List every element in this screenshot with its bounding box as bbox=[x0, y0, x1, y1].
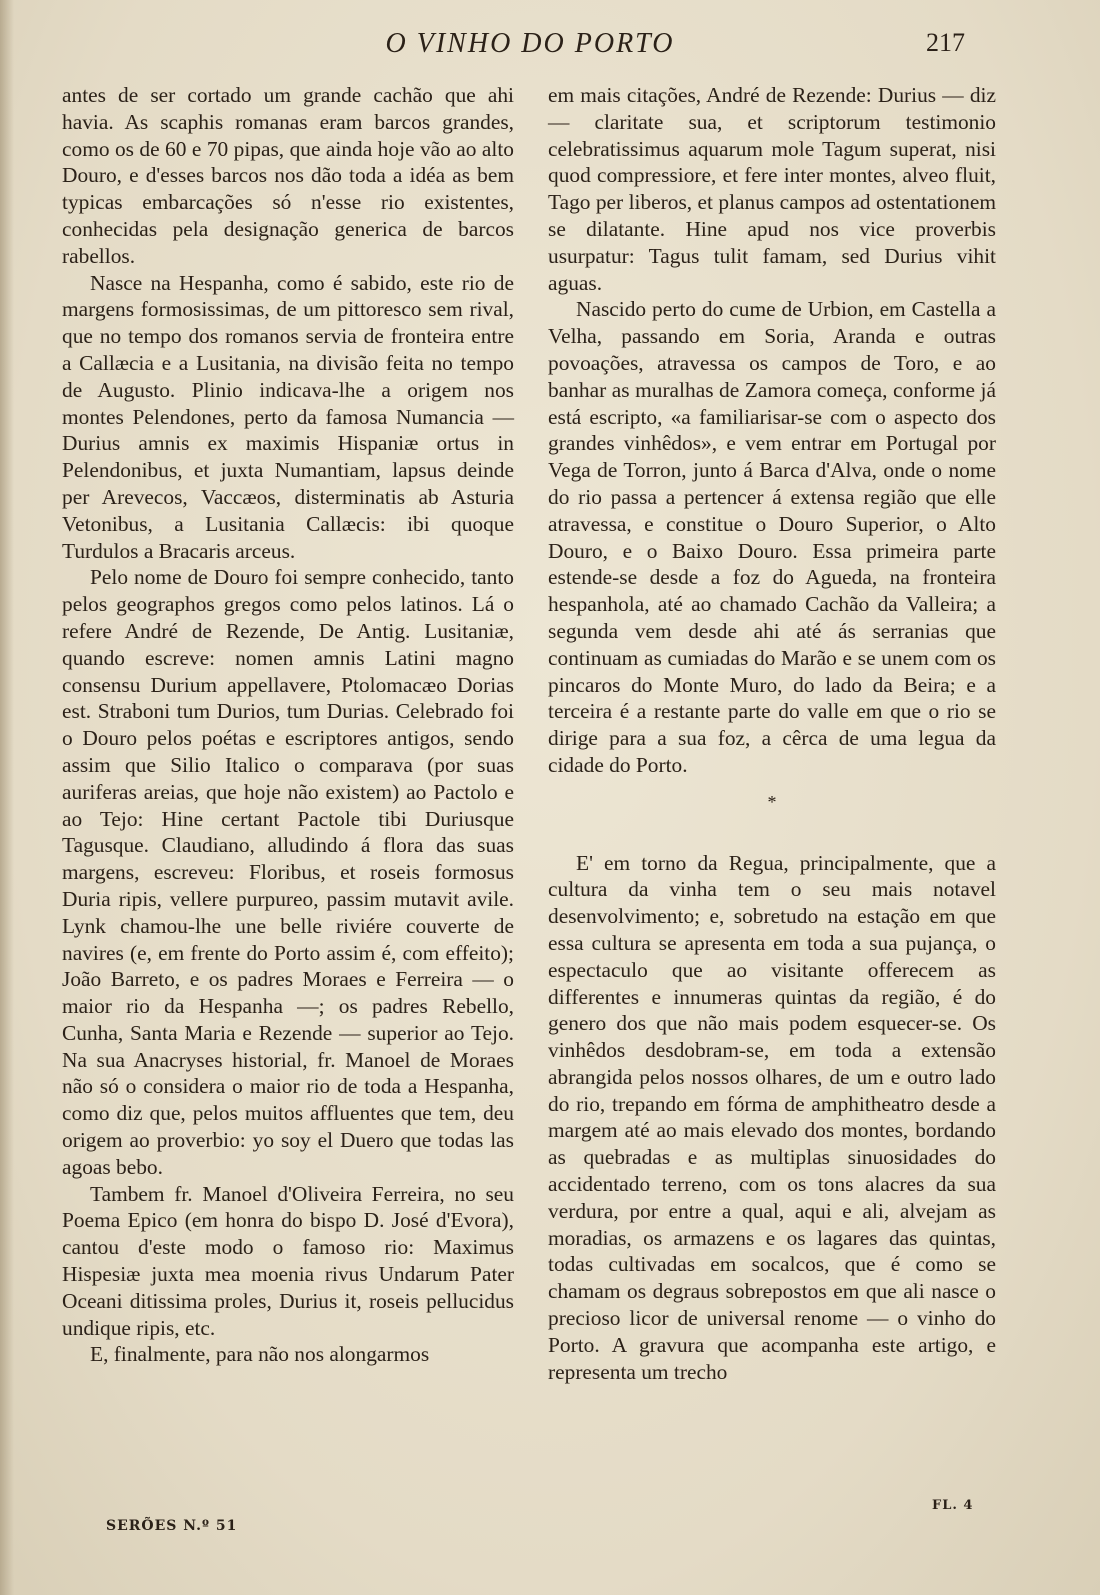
left-paragraph-2: Nasce na Hespanha, como é sabido, este rio de margens formosissimas, de um pittoresco sem rival, que no tempo dos romanos servia de fronteira entre a Callæcia e a Lusitania, na divisão feita no tempo de Augusto. Plinio indicava-lhe a origem nos montes Pelendones, perto da famosa Numancia — Durius amnis ex maximis Hispaniæ ortus in Pelendonibus, et juxta Numantiam, lapsus deinde per Arevecos, Vaccæos, disterminatis ab Asturia Vetonibus, a Lusitania Callæcis: ibi quoque Turdulos a Bracaris arceus. bbox=[62, 270, 514, 563]
section-separator: * bbox=[767, 791, 777, 812]
left-paragraph-1: antes de ser cortado um grande cachão que ahi havia. As scaphis romanas eram barcos grandes, como os de 60 e 70 pipas, que ainda hoje vão ao alto Douro, e d'esses barcos nos dão toda a idéa as bem typicas embarcações só n'esse rio existentes, conhecidas pela designação generica de barcos rabellos. bbox=[62, 83, 514, 268]
right-paragraph-3: E' em torno da Regua, principalmente, que a cultura da vinha tem o seu mais notavel desenvolvimento; e, sobretudo na estação em que essa cultura se apresenta em toda a sua pujança, o espectaculo que ao visitante offerecem as differentes e innumeras quintas da região, é do genero dos que não mais podem esquecer-se. Os vinhêdos desdobram-se, em toda a extensão abrangida pelos nossos olhares, de um e outro lado do rio, trepando em fórma de amphitheatro desde a margem até ao mais elevado dos montes, bordando as quebradas e as multiplas sinuosidades do accidentado terreno, com os tons alacres da sua verdura, por entre a qual, aqui e ali, alvejam as moradias, os armazens e os lagares das quintas, todas cultivadas em socalcos, que é como se chamam os degraus sobrepostos em que ali nasce o precioso licor de universal renome — o vinho do Porto. A gravura que acompanha este artigo, e representa um trecho bbox=[548, 850, 996, 1384]
left-paragraph-5: E, finalmente, para não nos alongarmos bbox=[90, 1342, 430, 1367]
folio-mark: FL. 4 bbox=[932, 1498, 974, 1513]
right-column bbox=[548, 82, 996, 1385]
running-title: O VINHO DO PORTO bbox=[385, 28, 675, 59]
right-paragraph-2: Nascido perto do cume de Urbion, em Castella a Velha, passando em Soria, Aranda e outras povoações, atravessa os campos de Toro, e ao banhar as muralhas de Zamora começa, conforme já está escripto, «a familiarisar-se com o aspecto dos grandes vinhêdos», e vem entrar em Portugal por Vega de Torron, junto á Barca d'Alva, onde o nome do rio passa a pertencer á extensa região que elle atravessa, e constitue o Douro Superior, o Alto Douro, e o Baixo Douro. Essa primeira parte estende-se desde a foz do Agueda, na fronteira hespanhola, até ao chamado Cachão da Valleira; a segunda vem desde ahi até ás serranias que continuam as cumiadas do Marão e se unem com os pincaros do Monte Muro, do lado da Beira; e a terceira é a restante parte do valle em que o rio se dirige para a sua foz, a cêrca de uma legua da cidade do Porto. bbox=[548, 297, 996, 777]
page-number: 217 bbox=[926, 28, 965, 57]
left-paragraph-3: Pelo nome de Douro foi sempre conhecido, tanto pelos geographos gregos como pelos latinos. Lá o refere André de Rezende, De Antig. Lusitaniæ, quando escreve: nomen amnis Latini magno consensu Durium appellavere, Ptolomacæo Dorias est. Straboni tum Durios, tum Durias. Celebrado foi o Douro pelos poétas e escriptores antigos, sendo assim que Silio Italico o comparava (por suas auriferas areias, que hoje não existem) ao Pactolo e ao Tejo: Hine certant Pactole tibi Duriusque Tagusque. Claudiano, alludindo á flora das suas margens, escreveu: Floribus, et roseis formosus Duria ripis, vellere purpureo, passim mutavit avile. Lynk chamou-lhe une belle riviére couverte de navires (e, em frente do Porto assim é, com effeito); João Barreto, e os padres Moraes e Ferreira — o maior rio da Hespanha —; os padres Rebello, Cunha, Santa Maria e Rezende — superior ao Tejo. Na sua Anacryses historial, fr. Manoel de Moraes não só o considera o maior rio de toda a Hespanha, como diz que, pelos muitos affluentes que tem, deu origem ao proverbio: yo soy el Duero que todas las agoas bebo. bbox=[62, 565, 514, 1179]
left-paragraph-4: Tambem fr. Manoel d'Oliveira Ferreira, no seu Poema Epico (em honra do bispo D. José d'Evora), cantou d'este modo o famoso rio: Maximus Hispesiæ juxta mea moenia rivus Undarum Pater Oceani ditissima proles, Durius it, roseis pellucidus undique ripis, etc. bbox=[62, 1181, 514, 1340]
page-header bbox=[0, 24, 1100, 64]
page-edge-shadow bbox=[0, 0, 14, 1595]
right-paragraph-1: em mais citações, André de Rezende: Durius — diz — claritate sua, et scriptorum testimonio celebratissimus aquarum mole Tagum superat, nisi quod compressiore, et fere inter montes, alveo fluit, Tago per liberos, et planus campos ad ostentationem se dilatante. Hine apud nos vice proverbis usurpatur: Tagus tulit famam, sed Durius vihit aguas. bbox=[548, 83, 996, 295]
signature-mark: SERÕES N.º 51 bbox=[106, 1518, 238, 1534]
left-column bbox=[62, 82, 514, 1368]
